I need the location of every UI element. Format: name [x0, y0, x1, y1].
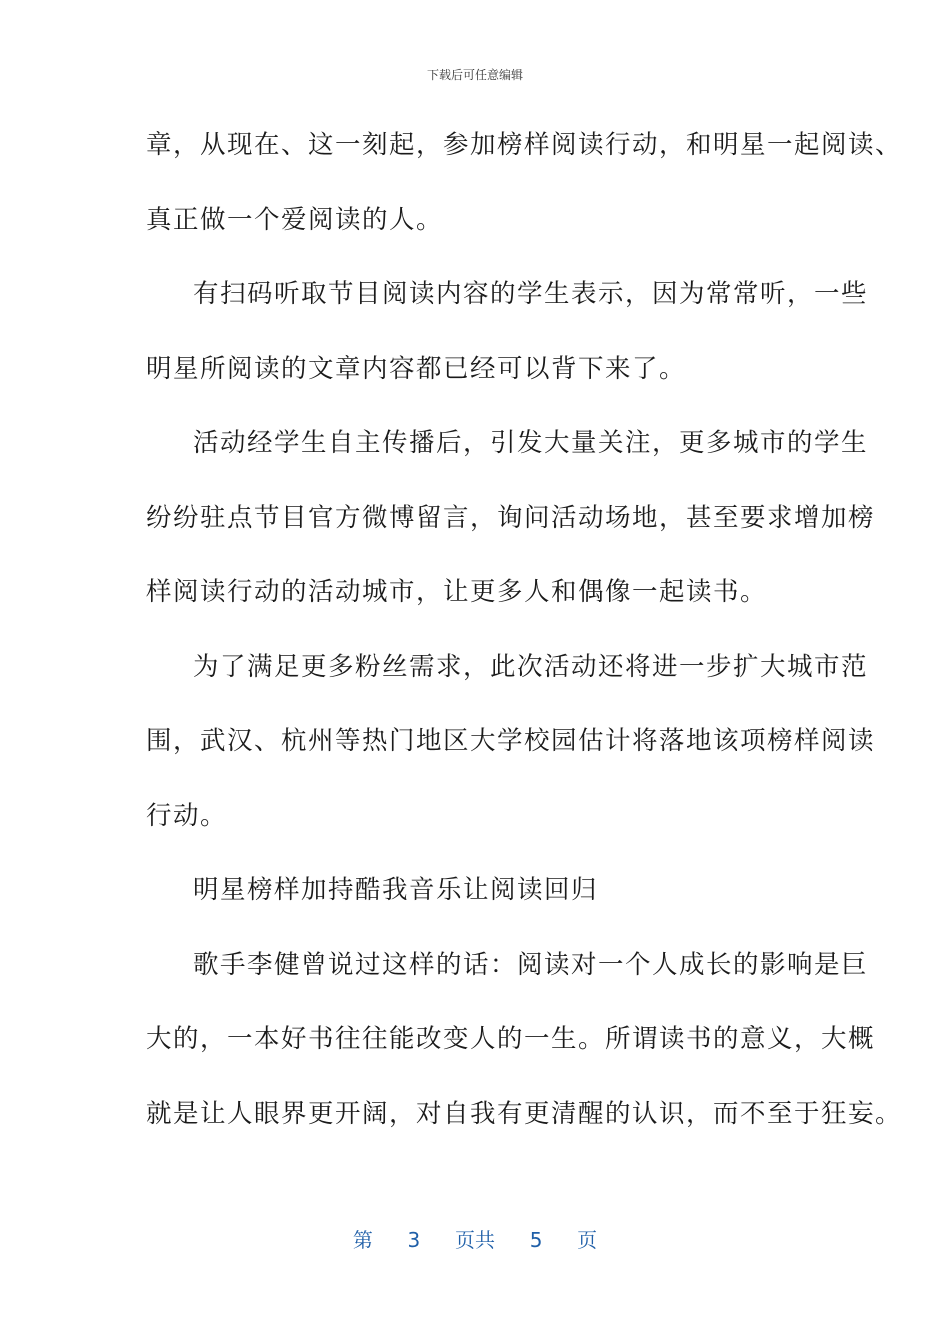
text-line: 纷纷驻点节目官方微博留言，询问活动场地，甚至要求增加榜 [146, 502, 876, 533]
text-line: 就是让人眼界更开阔，对自我有更清醒的认识，而不至于狂妄。 [146, 1098, 903, 1129]
document-body [146, 118, 903, 1161]
paragraph-start: 为了满足更多粉丝需求，此次活动还将进一步扩大城市范 [193, 651, 869, 682]
paragraph-start: 有扫码听取节目阅读内容的学生表示，因为常常听，一些 [193, 279, 869, 309]
paragraph-start: 活动经学生自主传播后，引发大量关注，更多城市的学生 [193, 428, 869, 458]
page-label-prefix: 第 [352, 1228, 373, 1252]
text-line: 样阅读行动的活动城市，让更多人和偶像一起读书。 [146, 577, 768, 607]
text-line: 行动。 [146, 800, 228, 831]
page-total-number: 5 [529, 1228, 543, 1252]
page-current-number: 3 [407, 1228, 421, 1252]
text-line: 明星所阅读的文章内容都已经可以背下来了。 [146, 353, 687, 384]
paragraph-start: 歌手李健曾说过这样的话：阅读对一个人成长的影响是巨 [193, 949, 869, 980]
page-header: 下载后可任意编辑 [426, 68, 523, 82]
text-line: 围，武汉、杭州等热门地区大学校园估计将落地该项榜样阅读 [146, 726, 876, 756]
text-line: 大的，一本好书往往能改变人的一生。所谓读书的意义，大概 [146, 1024, 876, 1054]
page-label-middle: 页共 [455, 1228, 495, 1252]
section-heading: 明星榜样加持酷我音乐让阅读回归 [193, 875, 599, 905]
page-footer [0, 1224, 950, 1253]
text-line: 真正做一个爱阅读的人。 [146, 204, 444, 235]
text-line: 章，从现在、这一刻起，参加榜样阅读行动，和明星一起阅读、 [146, 130, 903, 160]
page-label-suffix: 页 [577, 1228, 598, 1252]
